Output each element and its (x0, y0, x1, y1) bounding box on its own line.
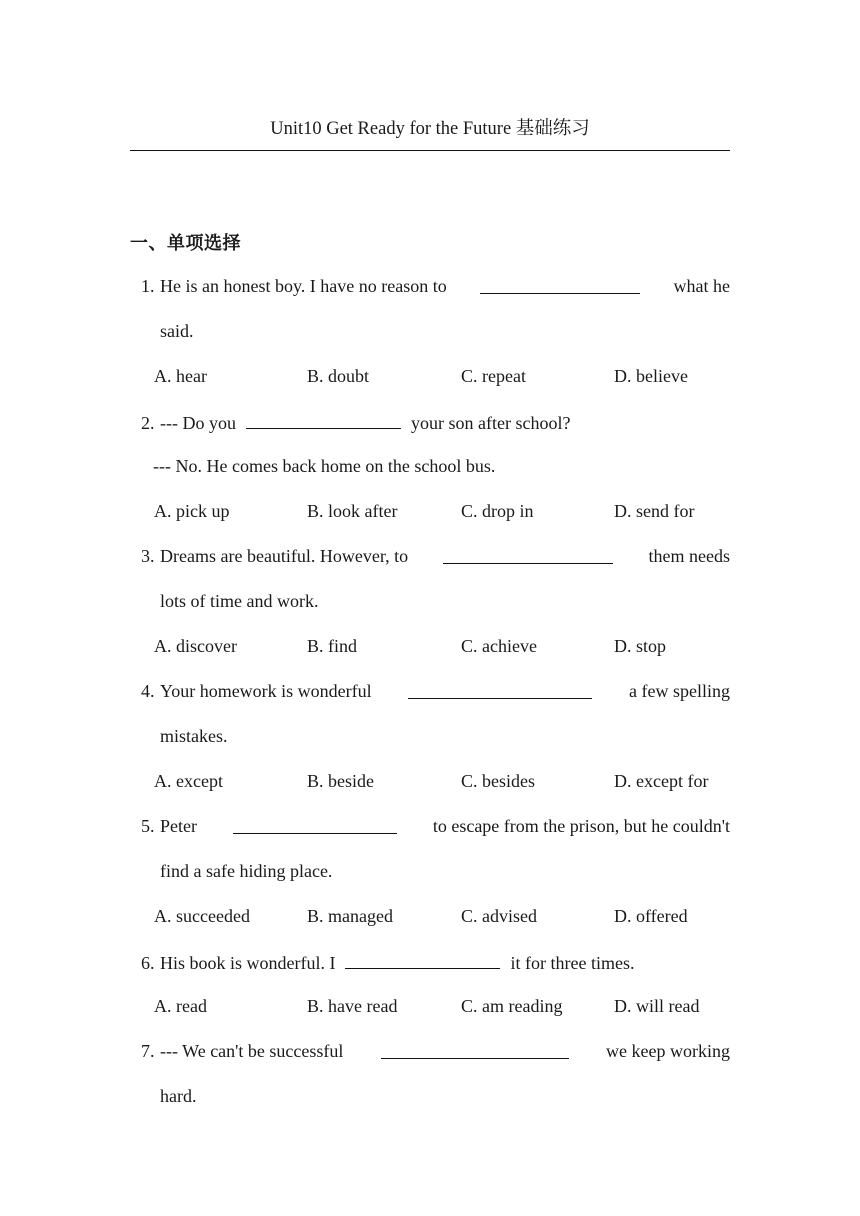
answer-blank[interactable] (480, 276, 640, 294)
question-stem-after: what he (673, 276, 730, 296)
question-continuation: find a safe hiding place. (160, 861, 333, 881)
option-d[interactable]: D. will read (614, 996, 700, 1016)
question-stem-before: Dreams are beautiful. However, to (160, 546, 409, 566)
question-stem-before: He is an honest boy. I have no reason to (160, 276, 447, 296)
question-stem-after: to escape from the prison, but he couldn't (432, 816, 730, 836)
question-stem-before: Your homework is wonderful (160, 681, 372, 701)
question-stem-before: His book is wonderful. I (160, 953, 336, 973)
question-4 (141, 681, 730, 702)
question-continuation: lots of time and work. (160, 591, 319, 611)
option-a[interactable]: A. hear (154, 366, 207, 386)
question-1 (141, 276, 730, 297)
question-continuation: hard. (160, 1086, 197, 1106)
option-b[interactable]: B. doubt (307, 366, 370, 386)
question-2 (141, 411, 570, 434)
question-7 (141, 1041, 730, 1062)
question-stem-after: it for three times. (510, 953, 635, 973)
option-b[interactable]: B. have read (307, 996, 398, 1016)
option-a[interactable]: A. pick up (154, 501, 230, 521)
question-stem-after: a few spelling (629, 681, 730, 701)
option-c[interactable]: C. drop in (461, 501, 534, 521)
question-number: 4. (141, 681, 155, 701)
option-c[interactable]: C. advised (461, 906, 537, 926)
question-continuation: said. (160, 321, 194, 341)
question-3 (141, 546, 730, 567)
question-stem-before: --- Do you (160, 413, 236, 433)
question-stem-after: your son after school? (410, 413, 571, 433)
option-d[interactable]: D. except for (614, 771, 709, 791)
question-number: 1. (141, 276, 155, 296)
question-5 (141, 816, 730, 837)
question-6 (141, 951, 634, 974)
answer-blank[interactable] (246, 411, 401, 429)
option-c[interactable]: C. achieve (461, 636, 537, 656)
option-a[interactable]: A. except (154, 771, 223, 791)
question-number: 7. (141, 1041, 155, 1061)
option-d[interactable]: D. stop (614, 636, 667, 656)
question-number: 2. (141, 413, 155, 433)
answer-blank[interactable] (443, 546, 613, 564)
option-b[interactable]: B. find (307, 636, 358, 656)
answer-blank[interactable] (381, 1041, 569, 1059)
question-number: 5. (141, 816, 155, 836)
question-stem-after: we keep working (606, 1041, 730, 1061)
answer-blank[interactable] (345, 951, 500, 969)
dialog-reply: --- No. He comes back home on the school bus. (153, 456, 496, 476)
question-number: 3. (141, 546, 155, 566)
question-continuation: mistakes. (160, 726, 228, 746)
answer-blank[interactable] (408, 681, 592, 699)
option-b[interactable]: B. beside (307, 771, 374, 791)
option-d[interactable]: D. send for (614, 501, 695, 521)
option-b[interactable]: B. look after (307, 501, 398, 521)
question-stem-before: --- We can't be successful (160, 1041, 344, 1061)
option-a[interactable]: A. discover (154, 636, 237, 656)
answer-blank[interactable] (233, 816, 397, 834)
title-rule (130, 150, 730, 151)
section-heading: 一、单项选择 (130, 233, 241, 254)
question-number: 6. (141, 953, 155, 973)
question-stem-after: them needs (648, 546, 730, 566)
option-b[interactable]: B. managed (307, 906, 393, 926)
option-c[interactable]: C. repeat (461, 366, 526, 386)
option-d[interactable]: D. believe (614, 366, 688, 386)
question-stem-before: Peter (160, 816, 197, 836)
option-c[interactable]: C. am reading (461, 996, 563, 1016)
page-title: Unit10 Get Ready for the Future 基础练习 (270, 119, 590, 139)
option-a[interactable]: A. read (154, 996, 207, 1016)
option-c[interactable]: C. besides (461, 771, 535, 791)
option-a[interactable]: A. succeeded (154, 906, 250, 926)
option-d[interactable]: D. offered (614, 906, 688, 926)
